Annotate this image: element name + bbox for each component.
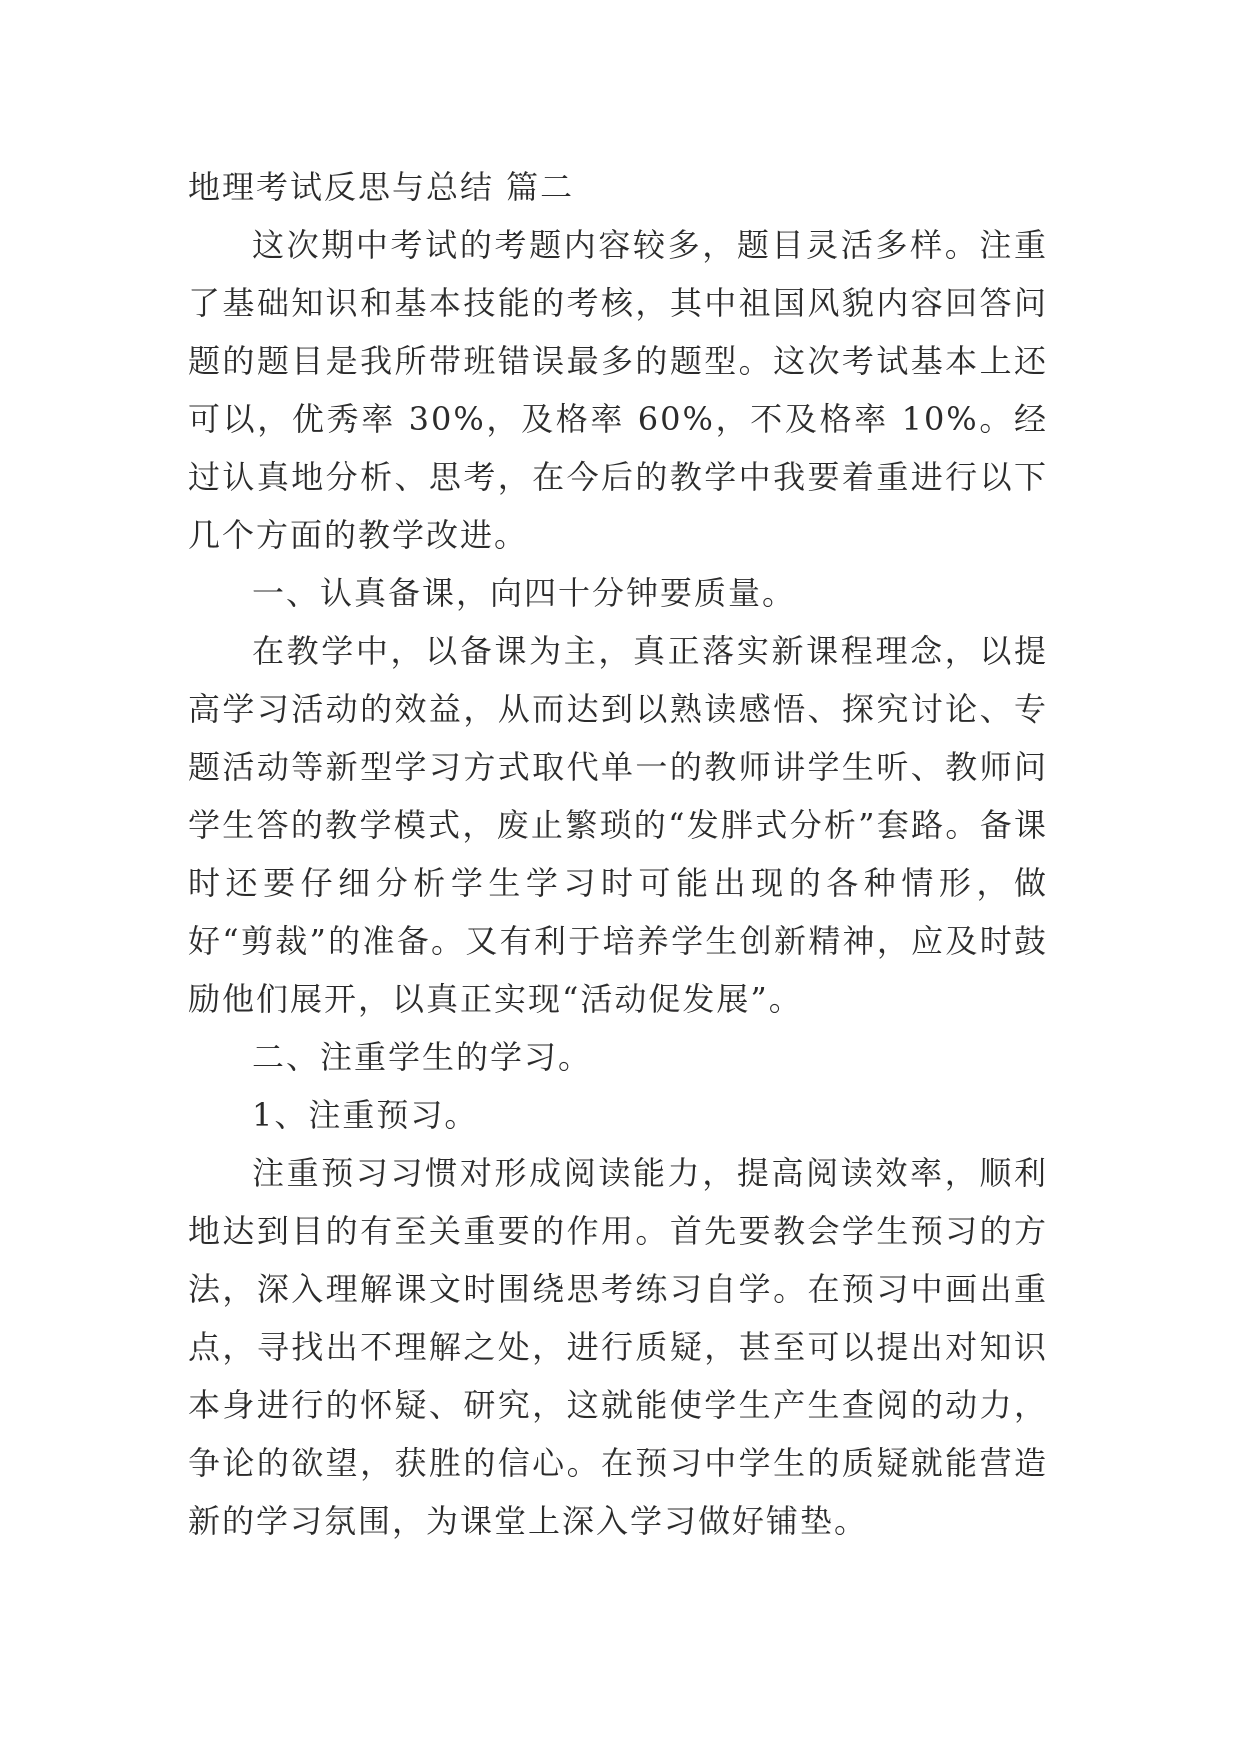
- paragraph-section-1: 在教学中，以备课为主，真正落实新课程理念，以提高学习活动的效益，从而达到以熟读感悟、探究讨论、专题活动等新型学习方式取代单一的教师讲学生听、教师问学生答的教学模式，废止繁琐的“发胖式分析”套路。备课时还要仔细分析学生学习时可能出现的各种情形，做好“剪裁”的准备。又有利于培养学生创新精神，应及时鼓励他们展开，以真正实现“活动促发展”。: [188, 632, 1048, 1018]
- document-body: [188, 158, 1048, 1550]
- paragraph-subsection-1: 注重预习习惯对形成阅读能力，提高阅读效率，顺利地达到目的有至关重要的作用。首先要教会学生预习的方法，深入理解课文时围绕思考练习自学。在预习中画出重点，寻找出不理解之处，进行质疑，甚至可以提出对知识本身进行的怀疑、研究，这就能使学生产生查阅的动力，争论的欲望，获胜的信心。在预习中学生的质疑就能营造新的学习氛围，为课堂上深入学习做好铺垫。: [188, 1154, 1048, 1540]
- heading-section-1: 一、认真备课，向四十分钟要质量。: [252, 574, 797, 612]
- paragraph-intro: 这次期中考试的考题内容较多，题目灵活多样。注重了基础知识和基本技能的考核，其中祖国风貌内容回答问题的题目是我所带班错误最多的题型。这次考试基本上还可以，优秀率 30%，及格率 60%，不及格率 10%。经过认真地分析、思考，在今后的教学中我要着重进行以下几个方面的教学改进。: [188, 226, 1048, 554]
- document-title: 地理考试反思与总结 篇二: [188, 168, 575, 206]
- heading-section-2: 二、注重学生的学习。: [252, 1038, 593, 1076]
- heading-subsection-1: 1、注重预习。: [252, 1096, 479, 1134]
